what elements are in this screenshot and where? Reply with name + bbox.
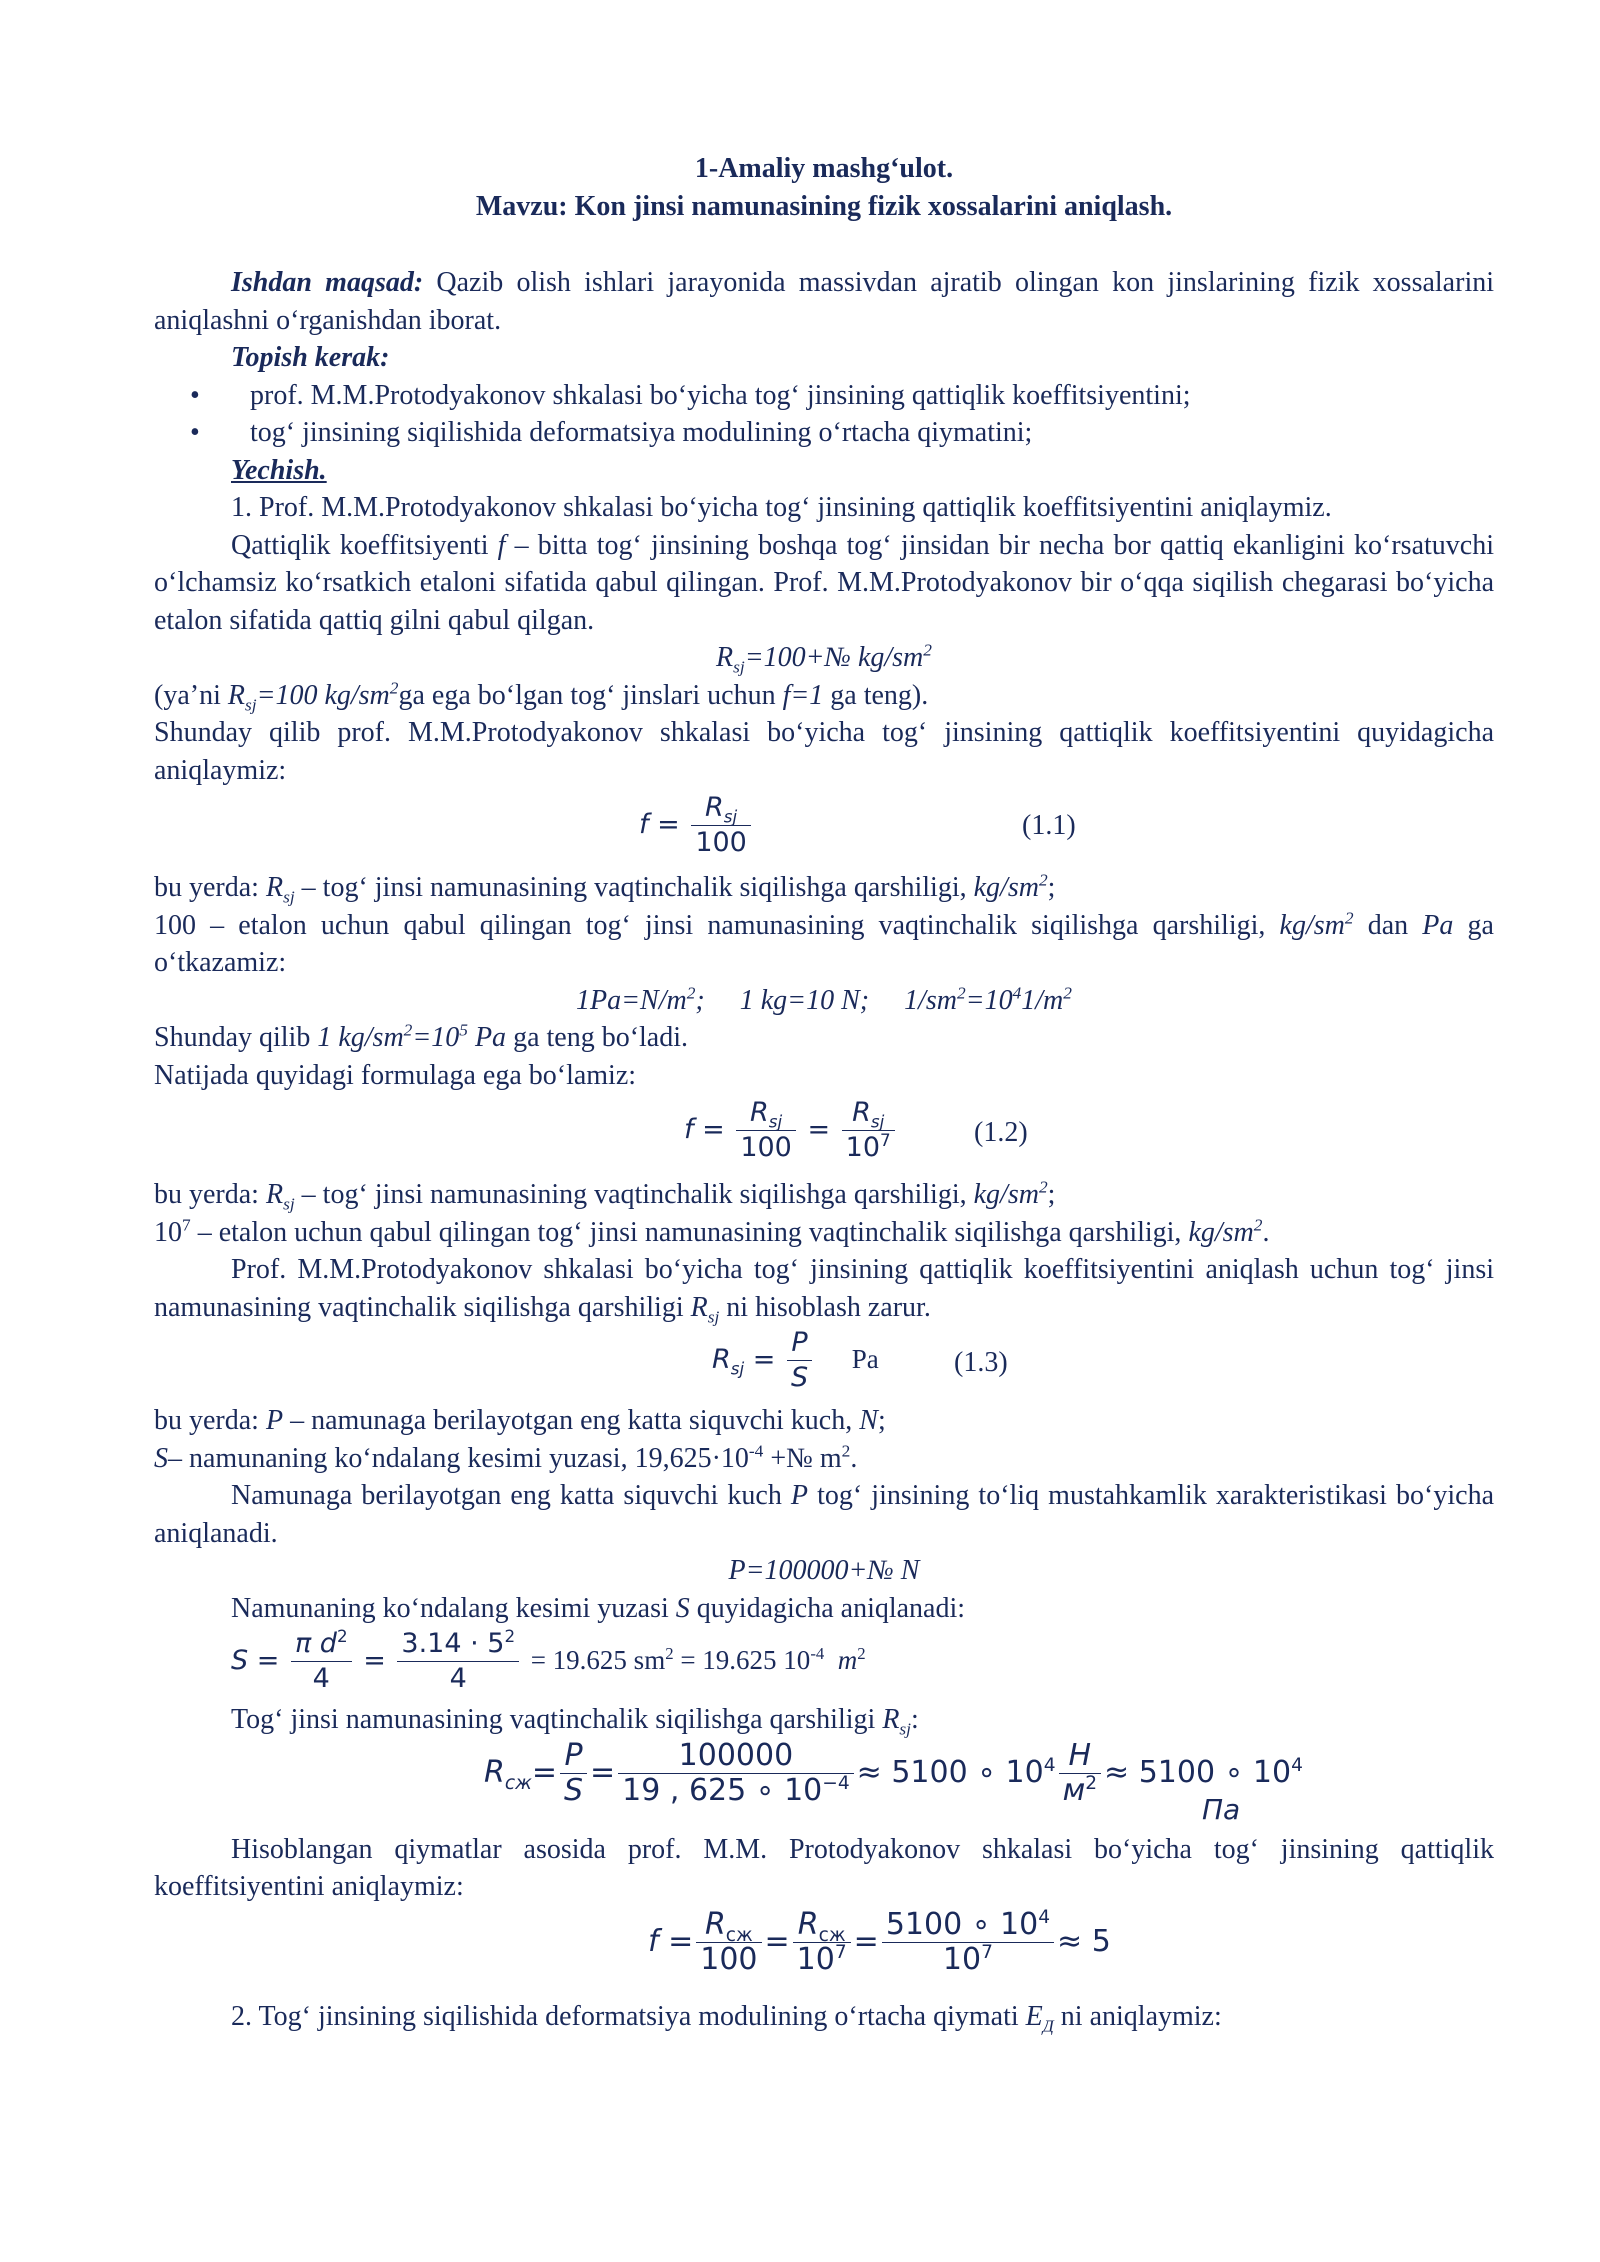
paragraph-method: Shunday qilib prof. M.M.Protodyakonov shkalasi bo‘yicha tog‘ jinsining qattiqlik koeffitsiyentini quyidagicha aniqlaymiz: [154,717,1494,786]
formula-hardness-final: f = $\frac{R_{сж}}{100}$ = $\frac{R_{сж}}{10^7}$ = $\frac{5100 \circ 10^4}{10^7}$ ≈ 5 [648,1906,1111,1977]
topic-title: Mavzu: Kon jinsi namunasining fizik xossalarini aniqlash. [475,191,1173,222]
definition-rsj-2: bu yerda: $R_{sj}$ – tog‘ jinsi namunasining vaqtinchalik siqilishga qarshiligi, $kg/sm^2$; [154,1177,1056,1214]
exercise-title: 1-Amaliy mashg‘ulot. [694,153,954,184]
paragraph-resistance-intro: Tog‘ jinsi namunasining vaqtinchalik siqilishga qarshiligi $R_{sj}$: [231,1704,919,1739]
equation-rsj: $R_{sj}=100+№$ $kg/sm^2$ [716,640,932,677]
equation-number: (1.2) [974,1117,1028,1148]
definition-rsj: bu yerda: $R_{sj}$ – tog‘ jinsi namunasining vaqtinchalik siqilishga qarshiligi, $kg/sm^2$; [154,870,1056,907]
bullet-item: • tog‘ jinsining siqilishida deformatsiya modulining o‘rtacha qiymatini; [154,414,1494,452]
solution-label: Yechish. [231,454,327,486]
definition-s: S– namunaning ko‘ndalang kesimi yuzasi, $19,625\cdot 10^{-4}$ +№ $m^2$. [154,1441,858,1474]
formula-area: S = $\frac{\pi d^2}{4}$ = $\frac{3.14 \cdot 5^2}{4}$ = 19.625 $sm^2 = 19.625$ $10^{-4}$ $m^2$ [231,1626,866,1694]
goal-paragraph [154,264,1494,339]
goal-text: Qazib olish ishlari jarayonida massivdan ajratib olingan kon jinslarining fizik xossalarini aniqlashni o‘rganishdan iborat. [154,267,1494,336]
unit-conversion: $1Pa=N/m^2$; 1 kg=10 N; $1/sm^2=10^41/m^2$ [576,983,1072,1016]
unit-label: Па [1202,1792,1241,1826]
paragraph-step2: 2. Tog‘ jinsining siqilishida deformatsiya modulining o‘rtacha qiymati $E_Д$ ni aniqlaymiz: [231,2000,1222,2036]
paragraph-note: (ya’ni $R_{sj}=100$ $kg/sm^2ga$ ega bo‘lgan tog‘ jinslari uchun f=1 ga teng). [154,678,929,715]
formula-1-3: $R_{sj}$ = $\frac{P}{S}$ Pa (1.3) [712,1327,1008,1393]
paragraph-hardness-def: Qattiqlik koeffitsiyenti f – bitta tog‘ jinsining boshqa tog‘ jinsidan bir necha bor qattiq ekanligini ko‘rsatuvchi o‘lchamsiz ko‘rsatkich etaloni sifatida qabul qilingan. Prof. M.M.Protodyakonov bir o‘qqa siqilish chegarasi bo‘yicha etalon sifatida qattiq gilni qabul qilgan. [154,529,1494,636]
equation-number: (1.1) [1022,810,1076,841]
definition-100: 100 – etalon uchun qabul qilingan tog‘ jinsi namunasining vaqtinchalik siqilishga qarshiligi, $kg/sm^2$ dan Pa ga o‘tkazamiz: [154,908,1494,978]
bullet-item: • prof. M.M.Protodyakonov shkalasi bo‘yicha tog‘ jinsining qattiqlik koeffitsiyentini; [154,377,1494,415]
definition-10-7: $10^7$ – etalon uchun qabul qilingan tog‘ jinsi namunasining vaqtinchalik siqilishga qarshiligi, $kg/sm^2$. [154,1215,1270,1248]
paragraph-force: Namunaga berilayotgan eng katta siquvchi kuch P tog‘ jinsining to‘liq mustahkamlik xarakteristikasi bo‘yicha aniqlanadi. [154,1480,1494,1549]
equation-number: (1.3) [954,1347,1008,1378]
paragraph-area-intro: Namunaning ko‘ndalang kesimi yuzasi S quyidagicha aniqlanadi: [231,1592,966,1624]
definition-p: bu yerda: P – namunaga berilayotgan eng katta siquvchi kuch, N; [154,1405,886,1436]
formula-1-1: f = $\frac{R_{sj}}{100}$ (1.1) [639,792,1076,858]
find-label: Topish kerak: [231,342,390,373]
paragraph-need-rsj: Prof. M.M.Protodyakonov shkalasi bo‘yicha tog‘ jinsining qattiqlik koeffitsiyentini aniqlash uchun tog‘ jinsi namunasining vaqtinchalik siqilishga qarshiligi $R_{sj}$ ni hisoblash zarur. [154,1254,1494,1327]
equation-p: P=100000+№ N [728,1555,920,1586]
formula-1-2: f = $\frac{R_{sj}}{100}$ = $\frac{R_{sj}}{10^7}$ (1.2) [684,1097,1028,1163]
formula-resistance: $R_{сж}=$ $\frac{P}{S}$ = $\frac{100000}{19 , 625 \circ 10^{-4}}$ ≈ 5100 ∘ $10^4$ $\frac{Н}{м^2}$ ≈ 5100 ∘ $10^4$ Па [154,1739,1494,1831]
paragraph-conversion-result: Shunday qilib 1 $kg/sm^2=10^5$ Pa ga teng bo‘ladi. [154,1020,689,1053]
goal-label: Ishdan maqsad: [231,267,437,298]
bullet-icon: • [190,417,200,448]
paragraph-result-intro: Natijada quyidagi formulaga ega bo‘lamiz: [154,1059,637,1091]
bullet-icon: • [190,379,200,411]
paragraph-step1: 1. Prof. M.M.Protodyakonov shkalasi bo‘yicha tog‘ jinsining qattiqlik koeffitsiyentini aniqlaymiz. [231,492,1332,523]
document-page [154,150,1494,2035]
paragraph-final-calc: Hisoblangan qiymatlar asosida prof. M.M. Protodyakonov shkalasi bo‘yicha tog‘ jinsining qattiqlik koeffitsiyentini aniqlaymiz: [154,1833,1494,1902]
